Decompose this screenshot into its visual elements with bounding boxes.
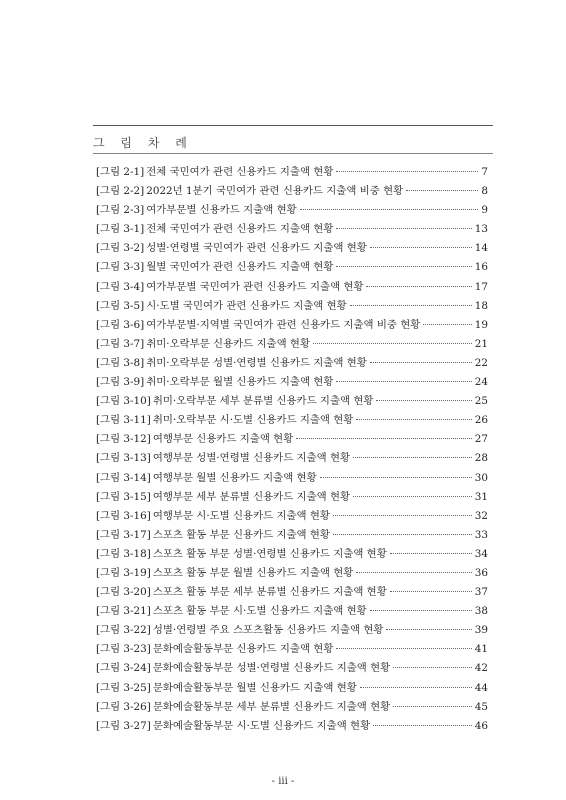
toc-entry[interactable]: [96, 640, 488, 659]
toc-entry[interactable]: [96, 583, 488, 602]
dot-leader: [423, 324, 471, 325]
figure-page-number: 7: [481, 166, 488, 178]
figure-list: [96, 163, 488, 736]
figure-page-number: 13: [474, 223, 488, 236]
toc-entry[interactable]: [96, 392, 488, 411]
figure-title: 스포츠 활동 부문 신용카드 지출액 현황: [152, 528, 330, 541]
toc-entry[interactable]: [96, 430, 488, 449]
dot-leader: [393, 706, 472, 707]
dot-leader: [300, 209, 479, 210]
figure-title: 취미·오락부문 세부 분류별 신용카드 지출액 현황: [152, 395, 374, 408]
figure-label: [그림 3-27]: [96, 719, 151, 732]
figure-label: [그림 3-3]: [96, 261, 145, 274]
toc-entry[interactable]: [96, 258, 488, 277]
header-divider: [93, 153, 493, 154]
figure-page-number: 32: [474, 509, 488, 522]
toc-entry[interactable]: [96, 526, 488, 545]
figure-page-number: 8: [481, 185, 488, 198]
dot-leader: [333, 534, 472, 535]
toc-entry[interactable]: [96, 621, 488, 640]
toc-entry[interactable]: [96, 163, 488, 182]
dot-leader: [393, 667, 472, 668]
toc-entry[interactable]: [96, 717, 488, 736]
figure-label: [그림 3-21]: [96, 605, 151, 618]
figure-title: 성별·연령별 국민여가 관련 신용카드 지출액 현황: [146, 242, 367, 255]
figure-label: [그림 3-19]: [96, 566, 151, 579]
dot-leader: [336, 228, 471, 229]
figure-title: 성별·연령별 주요 스포츠활동 신용카드 지출액 현황: [152, 624, 384, 637]
toc-entry[interactable]: [96, 698, 488, 717]
figure-label: [그림 3-7]: [96, 337, 145, 350]
figure-page-number: 36: [474, 566, 488, 579]
toc-entry[interactable]: [96, 373, 488, 392]
figure-page-number: 44: [474, 681, 488, 694]
toc-entry[interactable]: [96, 182, 488, 201]
figure-label: [그림 3-26]: [96, 700, 151, 713]
figure-page-number: 37: [474, 586, 488, 599]
toc-entry[interactable]: [96, 545, 488, 564]
figure-label: [그림 3-12]: [96, 433, 151, 446]
toc-entry[interactable]: [96, 602, 488, 621]
page-title: 그 림 차 례: [93, 136, 193, 150]
toc-entry[interactable]: [96, 679, 488, 698]
figure-title: 여행부문 월별 신용카드 지출액 현황: [152, 471, 317, 484]
figure-title: 여행부문 세부 분류별 신용카드 지출액 현황: [152, 490, 351, 503]
figure-title: 여행부문 시·도별 신용카드 지출액 현황: [152, 509, 330, 522]
figure-label: [그림 3-5]: [96, 299, 145, 312]
figure-title: 취미·오락부문 성별·연령별 신용카드 지출액 현황: [146, 356, 367, 369]
toc-entry[interactable]: [96, 239, 488, 258]
figure-title: 2022년 1분기 국민여가 관련 신용카드 지출액 비중 현황: [146, 185, 404, 198]
figure-page-number: 21: [474, 337, 488, 350]
toc-entry[interactable]: [96, 220, 488, 239]
figure-title: 스포츠 활동 부문 성별·연령별 신용카드 지출액 현황: [152, 547, 387, 560]
dot-leader: [356, 572, 471, 573]
figure-label: [그림 2-1]: [96, 166, 145, 178]
toc-entry[interactable]: [96, 564, 488, 583]
dot-leader: [360, 687, 472, 688]
figure-label: [그림 3-11]: [96, 414, 151, 427]
figure-page-number: 38: [474, 605, 488, 618]
figure-label: [그림 3-22]: [96, 624, 151, 637]
figure-label: [그림 3-1]: [96, 223, 145, 236]
figure-page-number: 39: [474, 624, 488, 637]
figure-page-number: 22: [474, 356, 488, 369]
figure-title: 문화예술활동부문 월별 신용카드 지출액 현황: [152, 681, 357, 694]
figure-page-number: 19: [474, 318, 488, 331]
page-number: - iii -: [271, 776, 295, 787]
dot-leader: [356, 419, 471, 420]
figure-page-number: 33: [474, 528, 488, 541]
dot-leader: [376, 400, 471, 401]
figure-label: [그림 3-25]: [96, 681, 151, 694]
dot-leader: [370, 610, 472, 611]
dot-leader: [350, 305, 472, 306]
toc-entry[interactable]: [96, 278, 488, 297]
dot-leader: [336, 648, 471, 649]
figure-page-number: 17: [474, 280, 488, 293]
toc-entry[interactable]: [96, 201, 488, 220]
dot-leader: [333, 515, 472, 516]
figure-label: [그림 2-3]: [96, 204, 145, 217]
figure-title: 여가부문별·지역별 국민여가 관련 신용카드 지출액 비중 현황: [146, 318, 421, 331]
figure-page-number: 9: [481, 204, 488, 217]
toc-entry[interactable]: [96, 449, 488, 468]
dot-leader: [353, 496, 472, 497]
figure-label: [그림 3-16]: [96, 509, 151, 522]
toc-entry[interactable]: [96, 469, 488, 488]
figure-label: [그림 2-2]: [96, 185, 145, 198]
dot-leader: [296, 438, 472, 439]
toc-header: [93, 125, 493, 151]
figure-label: [그림 3-10]: [96, 395, 151, 408]
dot-leader: [336, 381, 471, 382]
figure-page-number: 46: [474, 719, 488, 732]
dot-leader: [313, 343, 472, 344]
dot-leader: [406, 190, 478, 191]
figure-label: [그림 3-13]: [96, 452, 151, 465]
figure-title: 여행부문 성별·연령별 신용카드 지출액 현황: [152, 452, 351, 465]
toc-entry[interactable]: [96, 316, 488, 335]
figure-label: [그림 3-14]: [96, 471, 151, 484]
figure-page-number: 14: [474, 242, 488, 255]
figure-page-number: 30: [474, 471, 488, 484]
dot-leader: [336, 171, 478, 172]
figure-title: 전체 국민여가 관련 신용카드 지출액 현황: [146, 166, 334, 178]
figure-label: [그림 3-2]: [96, 242, 145, 255]
figure-label: [그림 3-18]: [96, 547, 151, 560]
dot-leader: [390, 591, 472, 592]
figure-page-number: 31: [474, 490, 488, 503]
dot-leader: [336, 266, 471, 267]
figure-page-number: 34: [474, 547, 488, 560]
toc-entry[interactable]: [96, 335, 488, 354]
figure-title: 시·도별 국민여가 관련 신용카드 지출액 현황: [146, 299, 347, 312]
dot-leader: [373, 725, 472, 726]
figure-title: 스포츠 활동 부문 시·도별 신용카드 지출액 현황: [152, 605, 367, 618]
toc-entry[interactable]: [96, 411, 488, 430]
dot-leader: [353, 457, 472, 458]
dot-leader: [386, 629, 471, 630]
toc-entry[interactable]: [96, 488, 488, 507]
figure-title: 여가부문별 신용카드 지출액 현황: [146, 204, 297, 217]
figure-label: [그림 3-4]: [96, 280, 145, 293]
figure-label: [그림 3-17]: [96, 528, 151, 541]
toc-entry[interactable]: [96, 297, 488, 316]
figure-title: 월별 국민여가 관련 신용카드 지출액 현황: [146, 261, 334, 274]
dot-leader: [320, 477, 472, 478]
figure-title: 문화예술활동부문 신용카드 지출액 현황: [152, 643, 334, 656]
figure-page-number: 24: [474, 376, 488, 389]
toc-entry[interactable]: [96, 659, 488, 678]
figure-label: [그림 3-23]: [96, 643, 151, 656]
toc-entry[interactable]: [96, 354, 488, 373]
figure-title: 여행부문 신용카드 지출액 현황: [152, 433, 294, 446]
figure-label: [그림 3-8]: [96, 356, 145, 369]
figure-page-number: 26: [474, 414, 488, 427]
figure-title: 전체 국민여가 관련 신용카드 지출액 현황: [146, 223, 334, 236]
figure-page-number: 42: [474, 662, 488, 675]
dot-leader: [370, 362, 472, 363]
dot-leader: [366, 286, 471, 287]
figure-label: [그림 3-6]: [96, 318, 145, 331]
figure-label: [그림 3-24]: [96, 662, 151, 675]
figure-label: [그림 3-15]: [96, 490, 151, 503]
figure-page-number: 41: [474, 643, 488, 656]
figure-title: 문화예술활동부문 성별·연령별 신용카드 지출액 현황: [152, 662, 391, 675]
figure-title: 여가부문별 국민여가 관련 신용카드 지출액 현황: [146, 280, 364, 293]
figure-label: [그림 3-9]: [96, 376, 145, 389]
figure-title: 취미·오락부문 신용카드 지출액 현황: [146, 337, 310, 350]
figure-label: [그림 3-20]: [96, 586, 151, 599]
figure-title: 스포츠 활동 부문 세부 분류별 신용카드 지출액 현황: [152, 586, 387, 599]
toc-entry[interactable]: [96, 507, 488, 526]
figure-title: 취미·오락부문 월별 신용카드 지출액 현황: [146, 376, 334, 389]
figure-title: 문화예술활동부문 세부 분류별 신용카드 지출액 현황: [152, 700, 391, 713]
figure-page-number: 25: [474, 395, 488, 408]
figure-page-number: 18: [474, 299, 488, 312]
figure-page-number: 27: [474, 433, 488, 446]
figure-title: 문화예술활동부문 시·도별 신용카드 지출액 현황: [152, 719, 371, 732]
dot-leader: [370, 247, 472, 248]
figure-title: 스포츠 활동 부문 월별 신용카드 지출액 현황: [152, 566, 354, 579]
dot-leader: [390, 553, 472, 554]
figure-page-number: 16: [474, 261, 488, 274]
figure-title: 취미·오락부문 시·도별 신용카드 지출액 현황: [152, 414, 354, 427]
figure-page-number: 45: [474, 700, 488, 713]
figure-page-number: 28: [474, 452, 488, 465]
